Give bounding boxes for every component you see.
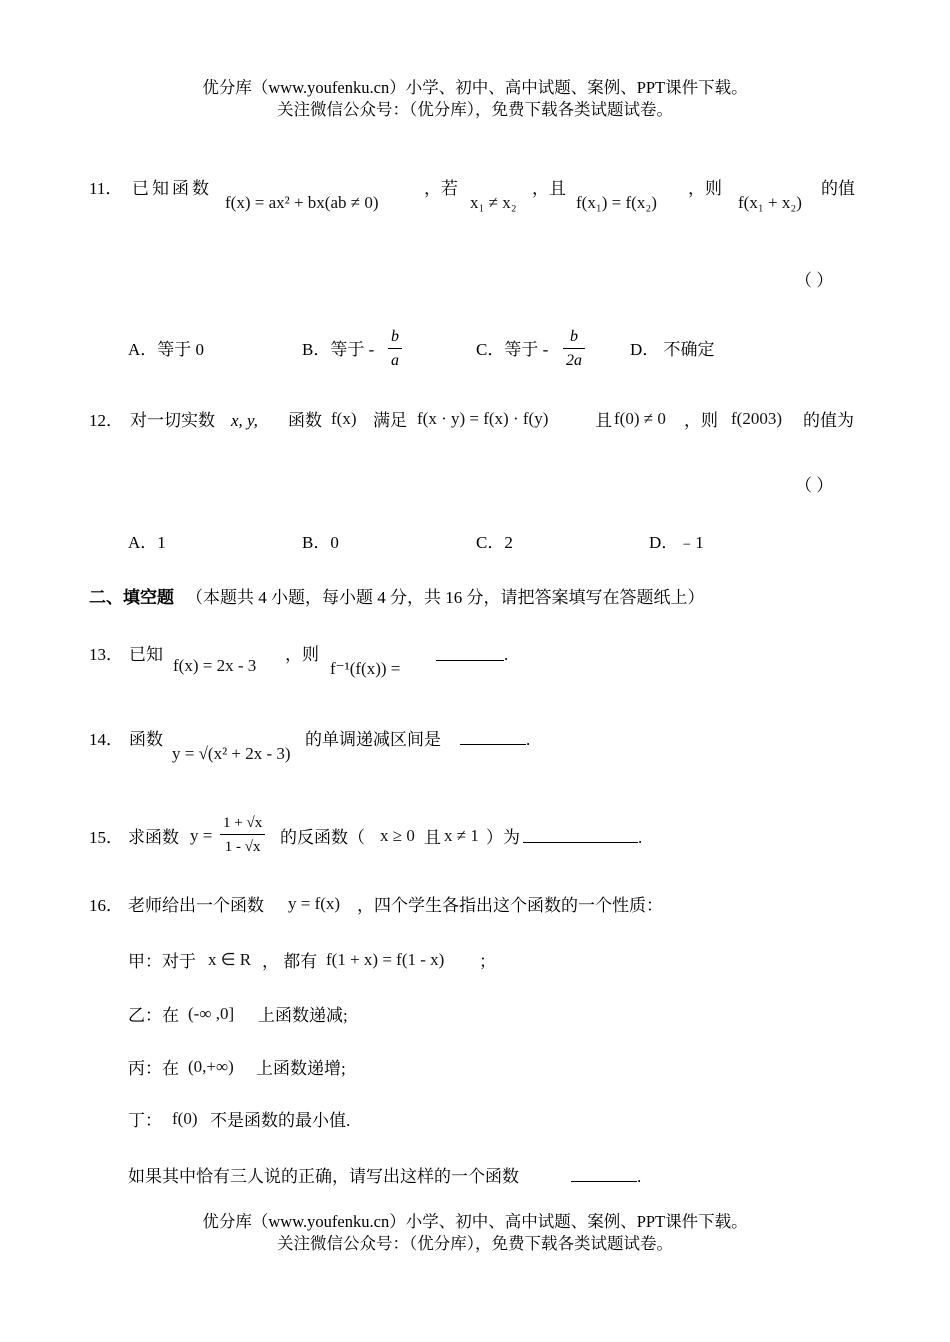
q11-option-c-fraction [563,326,585,373]
q15-denominator: 1 - √x [224,839,261,855]
q13-text-2: ，则 [285,645,319,664]
q11-text-1: 已知函数 [132,179,212,198]
q13-formula-2: f⁻¹(f(x)) = [330,659,401,678]
q11-text-2: ，若 [424,179,458,198]
q12-option-a: A．1 [128,533,166,552]
q15-fraction [220,812,265,859]
q11-formula-1: f(x) = ax² + bx(ab ≠ 0) [225,193,379,212]
q13-number: 13． [89,645,123,664]
q11-formula-3: f(x₁) = f(x₂) [576,193,657,212]
q12-formula-1: f(x) [331,409,357,428]
q16-ding-label: 丁： [128,1111,162,1130]
q11-formula-4: f(x₁ + x₂) [738,193,802,212]
q12-text-4: 且 [595,411,612,430]
q16-yi-formula: (-∞ ,0] [188,1004,235,1023]
q11-option-b-fraction [388,326,402,373]
q11-option-b-denominator: a [391,352,399,369]
q12-text-6: 的值为 [803,411,854,430]
q16-jia-end: ； [479,952,496,971]
q11-text-5: 的值 [821,179,855,198]
q11-formula-2: x₁ ≠ x₂ [470,193,517,212]
q15-formula-2: x ≥ 0 [380,826,415,845]
q12-formula-4: f(2003) [731,409,782,428]
q11-option-c: C．等于 - [476,340,549,359]
q12-text-3: 满足 [373,411,407,430]
header-line-1: 优分库（www.youfenku.cn）小学、初中、高中试题、案例、PPT课件下载。 [202,78,748,97]
q16-bing-label: 丙：在 [128,1059,179,1078]
q12-answer-paren: （ ） [795,476,834,495]
q13-formula-1: f(x) = 2x - 3 [173,656,257,675]
q11-option-d: D． 不确定 [630,340,715,359]
q11-option-a: A．等于 0 [128,340,205,359]
q11-option-b: B．等于 - [302,340,375,359]
q15-numerator: 1 + √x [220,812,265,835]
q13-text-1: 已知 [129,645,163,664]
q16-bing-text: 上函数递增; [256,1059,346,1078]
q16-last-line: 如果其中恰有三人说的正确，请写出这样的一个函数 [128,1167,519,1186]
q12-option-b: B．0 [302,533,339,552]
q11-option-c-denominator: 2a [566,352,582,369]
q12-number: 12． [89,411,123,430]
q14-text-2: 的单调递减区间是 [305,730,441,749]
q16-yi-label: 乙：在 [128,1006,179,1025]
q11-text-4: ，则 [688,179,722,198]
q16-period: . [637,1167,642,1186]
q11-text-3: ，且 [532,179,566,198]
q16-answer-blank[interactable] [571,1163,637,1182]
q16-jia-formula-1: x ∈ R [208,950,252,969]
q14-number: 14． [89,730,123,749]
q16-ding-formula: f(0) [172,1109,198,1128]
q15-number: 15． [89,828,123,847]
q15-formula-lhs: y = [190,826,213,845]
section-2-note: （本题共 4 小题，每小题 4 分，共 16 分，请把答案填写在答题纸上） [186,588,705,607]
q15-period: . [638,828,643,847]
q11-number: 11． [89,179,123,198]
q14-text-1: 函数 [129,730,163,749]
q15-text-4: ）为 [486,828,520,847]
q12-text-5: ，则 [684,411,718,430]
header-line-2: 关注微信公众号：（优分库），免费下载各类试题试卷。 [277,100,673,119]
q15-text-1: 求函数 [128,828,179,847]
q16-jia-label: 甲：对于 [128,952,196,971]
q16-jia-formula-2: f(1 + x) = f(1 - x) [326,950,445,969]
q14-period: . [526,730,531,749]
q15-formula-3: x ≠ 1 [444,826,479,845]
q15-text-2: 的反函数（ [280,828,365,847]
q12-vars: x, y, [231,411,258,430]
q16-yi-text: 上函数递减; [258,1006,348,1025]
q13-period: . [504,645,509,664]
q15-answer-blank[interactable] [523,824,638,843]
q14-formula: y = √(x² + 2x - 3) [172,744,291,763]
section-2-title: 二、填空题 [89,588,174,607]
q12-text-2: 函数 [288,411,322,430]
q16-bing-formula: (0,+∞) [188,1057,234,1076]
q11-option-c-numerator: b [563,326,585,349]
q16-text-1: 老师给出一个函数 [128,896,264,915]
q16-formula-1: y = f(x) [288,894,341,913]
q16-jia-text-2: ， 都有 [262,952,318,971]
q14-answer-blank[interactable] [460,726,526,745]
footer-line-2: 关注微信公众号：（优分库），免费下载各类试题试卷。 [277,1234,673,1253]
q15-text-3: 且 [424,828,441,847]
q11-answer-paren: （ ） [795,271,834,290]
q12-formula-3: f(0) ≠ 0 [614,409,666,428]
q12-formula-2: f(x · y) = f(x) · f(y) [417,409,549,428]
q12-option-c: C．2 [476,533,513,552]
q16-text-2: ，四个学生各指出这个函数的一个性质： [357,896,663,915]
q16-number: 16． [89,896,123,915]
q12-option-d: D．﹣1 [649,533,704,552]
q12-text-1: 对一切实数 [130,411,215,430]
q13-answer-blank[interactable] [436,642,504,661]
q11-option-b-numerator: b [388,326,402,349]
q16-ding-text: 不是函数的最小值. [210,1111,351,1130]
footer-line-1: 优分库（www.youfenku.cn）小学、初中、高中试题、案例、PPT课件下载。 [202,1212,748,1231]
